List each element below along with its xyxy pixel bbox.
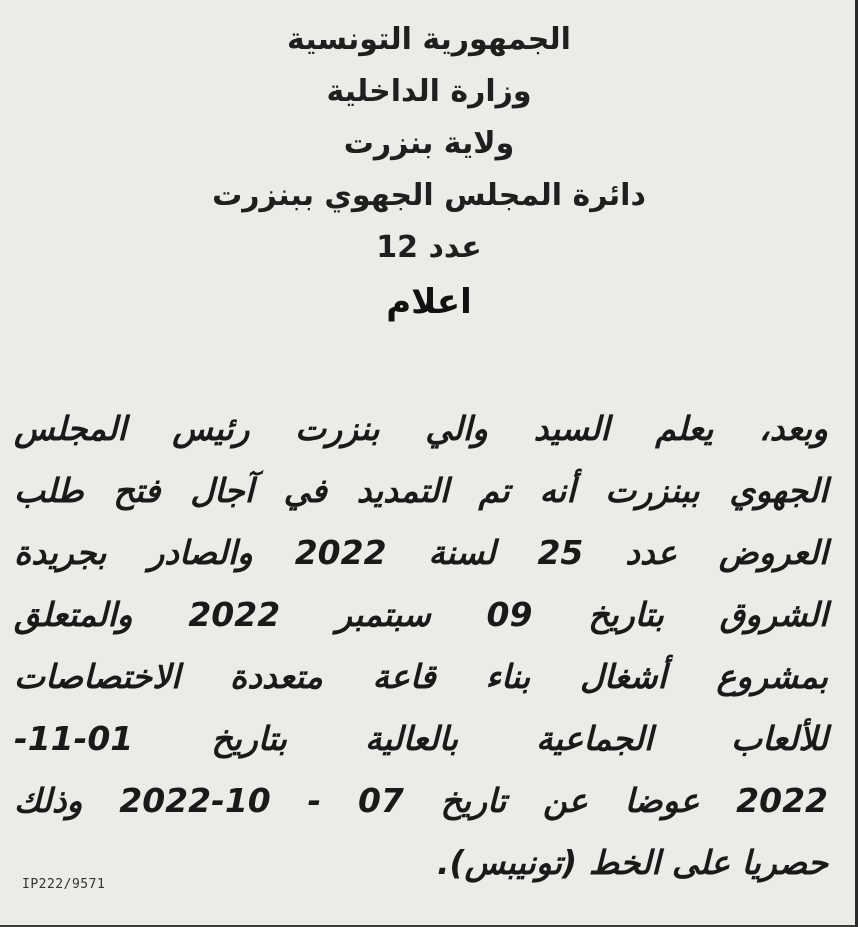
body-line: 2022 عوضا عن تاريخ 07 - 10-2022 وذلك — [14, 781, 828, 820]
header-republic: الجمهورية التونسية — [287, 22, 571, 57]
header-council: دائرة المجلس الجهوي ببنزرت — [212, 178, 646, 213]
body-line: وبعد، يعلم السيد والي بنزرت رئيس المجلس — [14, 409, 828, 448]
header-number: عدد 12 — [376, 230, 482, 265]
body-line: العروض عدد 25 لسنة 2022 والصادر بجريدة — [14, 533, 828, 572]
notice-header — [0, 14, 858, 274]
header-governorate: ولاية بنزرت — [343, 126, 515, 161]
body-line: الشروق بتاريخ 09 سبتمبر 2022 والمتعلق — [14, 595, 828, 634]
body-line: للألعاب الجماعية بالعالية بتاريخ 01-11- — [14, 719, 828, 758]
notice-title: اعلام — [386, 282, 472, 322]
body-line: الجهوي ببنزرت أنه تم التمديد في آجال فتح طلب — [14, 471, 828, 510]
body-line: بمشروع أشغال بناء قاعة متعددة الاختصاصات — [14, 657, 828, 696]
header-ministry: وزارة الداخلية — [326, 74, 532, 109]
reference-code: IP222/9571 — [22, 877, 106, 892]
notice-body — [14, 398, 828, 894]
body-line: حصريا على الخط (تونيبس). — [436, 843, 828, 882]
